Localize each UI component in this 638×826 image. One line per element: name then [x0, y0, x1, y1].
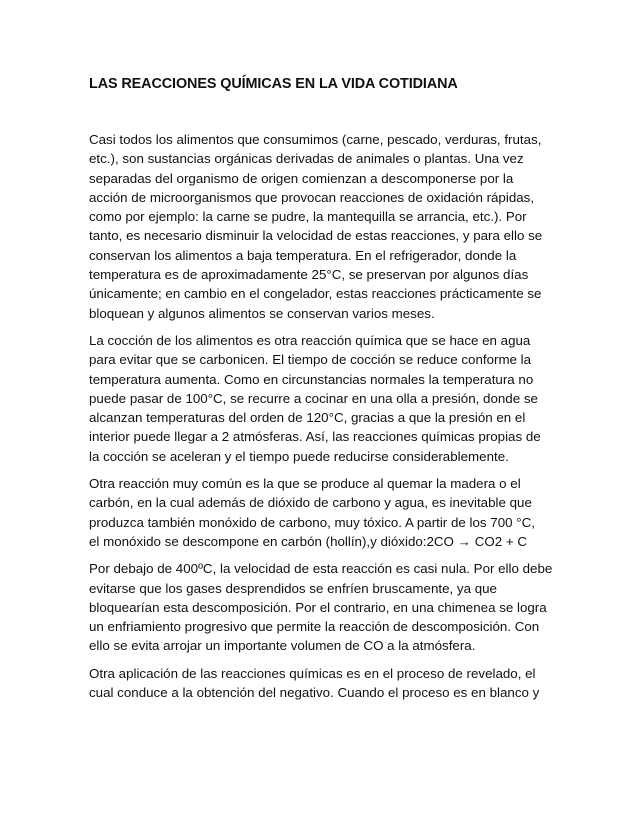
text-line: conservan los alimentos a baja temperatura. En el refrigerador, donde la [89, 247, 517, 263]
text-line: alcanzan temperaturas del orden de 120°C, gracias a que la presión en el [89, 410, 526, 426]
text-line: un enfriamiento progresivo que permite la reacción de descomposición. Con [89, 619, 540, 635]
paragraph-food-conservation [89, 130, 559, 323]
text-line: produzca también monóxido de carbono, muy tóxico. A partir de los 700 °C, [89, 514, 535, 530]
text-line: cual conduce a la obtención del negativo. Cuando el proceso es en blanco y [89, 685, 540, 701]
text-line: carbón, en la cual además de dióxido de carbono y agua, es inevitable que [89, 495, 532, 511]
paragraph-combustion [89, 474, 559, 551]
text-line: para evitar que se carbonicen. El tiempo de cocción se reduce conforme la [89, 352, 532, 368]
text-line: ello se evita arrojar un importante volumen de CO a la atmósfera. [89, 638, 476, 654]
text-line: como por ejemplo: la carne se pudre, la mantequilla se arrancia, etc.). Por [89, 209, 527, 225]
text-line: evitarse que los gases desprendidos se enfríen bruscamente, ya que [89, 580, 497, 596]
text-line: únicamente; en cambio en el congelador, estas reacciones prácticamente se [89, 286, 542, 302]
text-line: Por debajo de 400ºC, la velocidad de esta reacción es casi nula. Por ello debe [89, 561, 553, 577]
text-line: temperatura aumenta. Como en circunstancias normales la temperatura no [89, 371, 534, 387]
paragraph-decomposition [89, 559, 559, 655]
text-line: Casi todos los alimentos que consumimos (carne, pescado, verduras, frutas, [89, 132, 542, 147]
text-line: bloquearían esta descomposición. Por el contrario, en una chimenea se logra [89, 599, 547, 615]
text-line: La cocción de los alimentos es otra reacción química que se hace en agua [89, 332, 531, 348]
paragraph-photography [89, 664, 559, 703]
text-line: puede pasar de 100°C, se recurre a cocinar en una olla a presión, donde se [89, 390, 538, 406]
text-line: acción de microorganismos que provocan reacciones de oxidación rápidas, [89, 189, 535, 205]
text-line: tanto, es necesario disminuir la velocidad de estas reacciones, y para ello se [89, 228, 543, 244]
text-line: el monóxido se descompone en carbón (hollín),y dióxido:2CO → CO2 + C [89, 533, 527, 549]
document-title: LAS REACCIONES QUÍMICAS EN LA VIDA COTIDIANA [89, 76, 458, 92]
text-line: Otra aplicación de las reacciones químicas es en el proceso de revelado, el [89, 665, 536, 681]
text-line: interior puede llegar a 2 atmósferas. Así, las reacciones químicas propias de [89, 429, 541, 445]
text-line: separadas del organismo de origen comienzan a descomponerse por la [89, 170, 514, 186]
text-line: etc.), son sustancias orgánicas derivadas de animales o plantas. Una vez [89, 151, 524, 167]
paragraph-cooking [89, 331, 559, 466]
document-page [89, 76, 559, 710]
text-line: la cocción se aceleran y el tiempo puede reducirse considerablemente. [89, 448, 509, 464]
text-line: Otra reacción muy común es la que se produce al quemar la madera o el [89, 476, 521, 492]
text-line: bloquean y algunos alimentos se conservan varios meses. [89, 305, 435, 321]
text-line: temperatura es de aproximadamente 25°C, se preservan por algunos días [89, 267, 529, 283]
